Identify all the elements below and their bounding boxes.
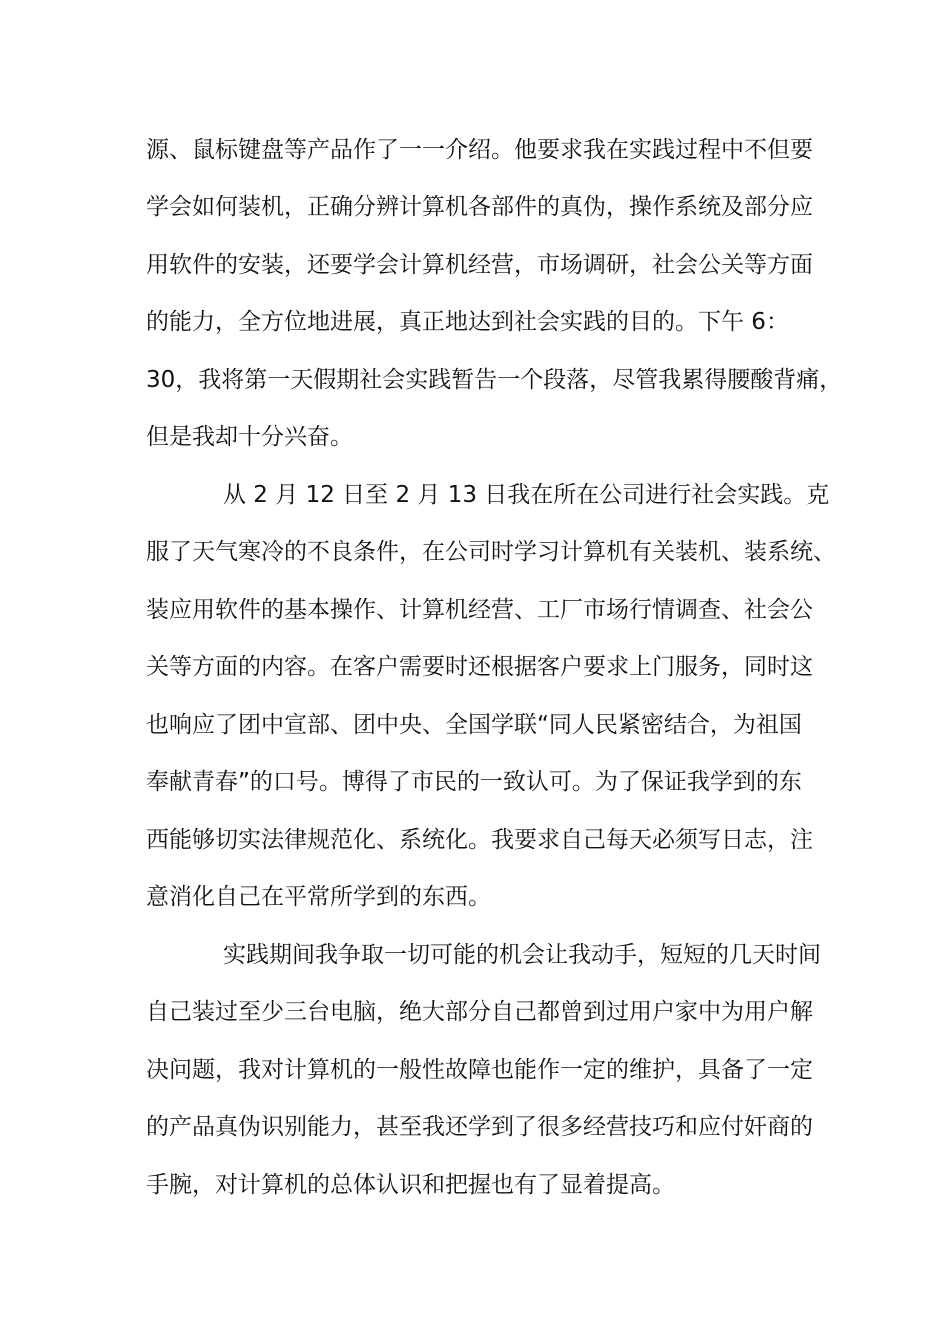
paragraph-line: 学会如何装机，正确分辨计算机各部件的真伪，操作系统及部分应 (146, 194, 813, 220)
paragraph-line: 用软件的安装，还要学会计算机经营，市场调研，社会公关等方面 (146, 252, 813, 278)
paragraph-line: 实践期间我争取一切可能的机会让我动手，短短的几天时间 (223, 942, 821, 968)
paragraph-line: 服了天气寒冷的不良条件，在公司时学习计算机有关装机、装系统、 (146, 539, 836, 565)
paragraph-line: 手腕，对计算机的总体认识和把握也有了显着提高。 (146, 1172, 675, 1198)
paragraph-line: 自己装过至少三台电脑，绝大部分自己都曾到过用户家中为用户解 (146, 999, 813, 1025)
paragraph-line: 的能力，全方位地进展，真正地达到社会实践的目的。下午 6： (146, 309, 789, 335)
paragraph-line: 源、鼠标键盘等产品作了一一介绍。他要求我在实践过程中不但要 (146, 137, 813, 163)
paragraph-line: 决问题，我对计算机的一般性故障也能作一定的维护，具备了一定 (146, 1057, 813, 1083)
paragraph-line: 从 2 月 12 日至 2 月 13 日我在所在公司进行社会实践。克 (223, 482, 830, 508)
paragraph-line: 但是我却十分兴奋。 (146, 424, 353, 450)
paragraph-line: 也响应了团中宣部、团中央、全国学联“同人民紧密结合，为祖国 (146, 712, 802, 738)
paragraph-line: 的产品真伪识别能力，甚至我还学到了很多经营技巧和应付奸商的 (146, 1114, 813, 1140)
paragraph-line: 关等方面的内容。在客户需要时还根据客户要求上门服务，同时这 (146, 654, 813, 680)
paragraph-line: 奉献青春”的口号。博得了市民的一致认可。为了保证我学到的东 (146, 769, 802, 795)
paragraph-line: 装应用软件的基本操作、计算机经营、工厂市场行情调查、社会公 (146, 597, 813, 623)
paragraph-line: 30，我将第一天假期社会实践暂告一个段落，尽管我累得腰酸背痛， (146, 367, 843, 393)
paragraph-line: 西能够切实法律规范化、系统化。我要求自己每天必须写日志，注 (146, 827, 813, 853)
paragraph-line: 意消化自己在平常所学到的东西。 (146, 884, 491, 910)
